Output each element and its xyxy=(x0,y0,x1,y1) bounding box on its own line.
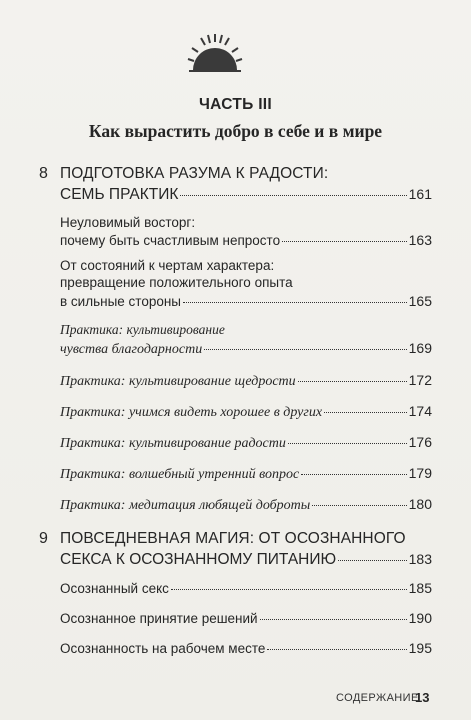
dot-leader xyxy=(183,302,407,303)
section-title-line: От состояний к чертам характера: xyxy=(60,258,275,273)
practice-title-line: Практика: культивирование xyxy=(60,322,225,337)
dot-leader xyxy=(282,241,407,242)
page-number: 179 xyxy=(408,465,432,481)
chapter-title-line: ПОВСЕДНЕВНАЯ МАГИЯ: ОТ ОСОЗНАННОГО xyxy=(60,530,406,547)
chapter-number: 8 xyxy=(39,165,48,182)
practice-title-line: Практика: волшебный утренний вопрос xyxy=(60,467,300,482)
dot-leader xyxy=(312,505,406,506)
part-label: ЧАСТЬ III xyxy=(198,96,273,113)
dot-leader xyxy=(301,474,406,475)
section-title-line: в сильные стороны xyxy=(60,294,182,309)
folio-page-number: 13 xyxy=(415,690,430,705)
page-number: 165 xyxy=(408,293,432,309)
page-number: 163 xyxy=(408,232,432,248)
dot-leader xyxy=(267,649,406,650)
page-number: 180 xyxy=(408,496,432,512)
toc-entry[interactable] xyxy=(60,465,432,483)
toc-entry[interactable] xyxy=(60,186,432,204)
chapter-number: 9 xyxy=(39,530,48,547)
dot-leader xyxy=(171,589,407,590)
section-title-line: Осознанность на рабочем месте xyxy=(60,641,266,656)
page-number: 185 xyxy=(408,580,432,596)
dot-leader xyxy=(204,349,406,350)
practice-title-line: Практика: культивирование радости xyxy=(60,436,286,451)
running-footer-label: СОДЕРЖАНИЕ xyxy=(336,692,419,704)
practice-title-line: Практика: культивирование щедрости xyxy=(60,374,296,389)
chapter-title-line: СЕКСА К ОСОЗНАННОМУ ПИТАНИЮ xyxy=(60,551,337,568)
page-number: 172 xyxy=(408,372,432,388)
dot-leader xyxy=(288,443,407,444)
dot-leader xyxy=(180,195,406,196)
chapter-title-line: СЕМЬ ПРАКТИК xyxy=(60,186,179,203)
toc-entry[interactable] xyxy=(60,340,432,358)
toc-entry[interactable] xyxy=(60,640,432,656)
toc-entry[interactable] xyxy=(60,293,432,309)
section-title-line: Осознанный секс xyxy=(60,581,169,596)
practice-title-line: Практика: учимся видеть хорошее в других xyxy=(60,405,323,420)
toc-entry[interactable] xyxy=(60,580,432,596)
section-title-line: почему быть счастливым непросто xyxy=(60,233,281,248)
section-title-line: Осознанное принятие решений xyxy=(60,611,258,626)
practice-title-line: Практика: медитация любящей доброты xyxy=(60,498,311,513)
toc-entry[interactable] xyxy=(60,496,432,514)
toc-entry[interactable] xyxy=(60,434,432,452)
section-title-line: Неуловимый восторг: xyxy=(60,215,196,230)
page-number: 169 xyxy=(408,340,432,356)
dot-leader xyxy=(260,619,407,620)
toc-entry[interactable] xyxy=(60,610,432,626)
page-number: 174 xyxy=(408,403,432,419)
toc-entry[interactable] xyxy=(60,403,432,421)
toc-entry[interactable] xyxy=(60,551,432,569)
page-number: 190 xyxy=(408,610,432,626)
dot-leader xyxy=(324,412,407,413)
practice-title-line: чувства благодарности xyxy=(60,342,203,357)
page-number: 161 xyxy=(408,186,432,202)
part-title: Как вырастить добро в себе и в мире xyxy=(88,121,383,141)
toc-entry[interactable] xyxy=(60,232,432,248)
page-number: 176 xyxy=(408,434,432,450)
section-title-line: превращение положительного опыта xyxy=(60,275,293,290)
page-number: 195 xyxy=(408,640,432,656)
dot-leader xyxy=(298,381,407,382)
toc-entry[interactable] xyxy=(60,372,432,390)
chapter-title-line: ПОДГОТОВКА РАЗУМА К РАДОСТИ: xyxy=(60,165,329,182)
dot-leader xyxy=(338,560,406,561)
page-number: 183 xyxy=(408,551,432,567)
